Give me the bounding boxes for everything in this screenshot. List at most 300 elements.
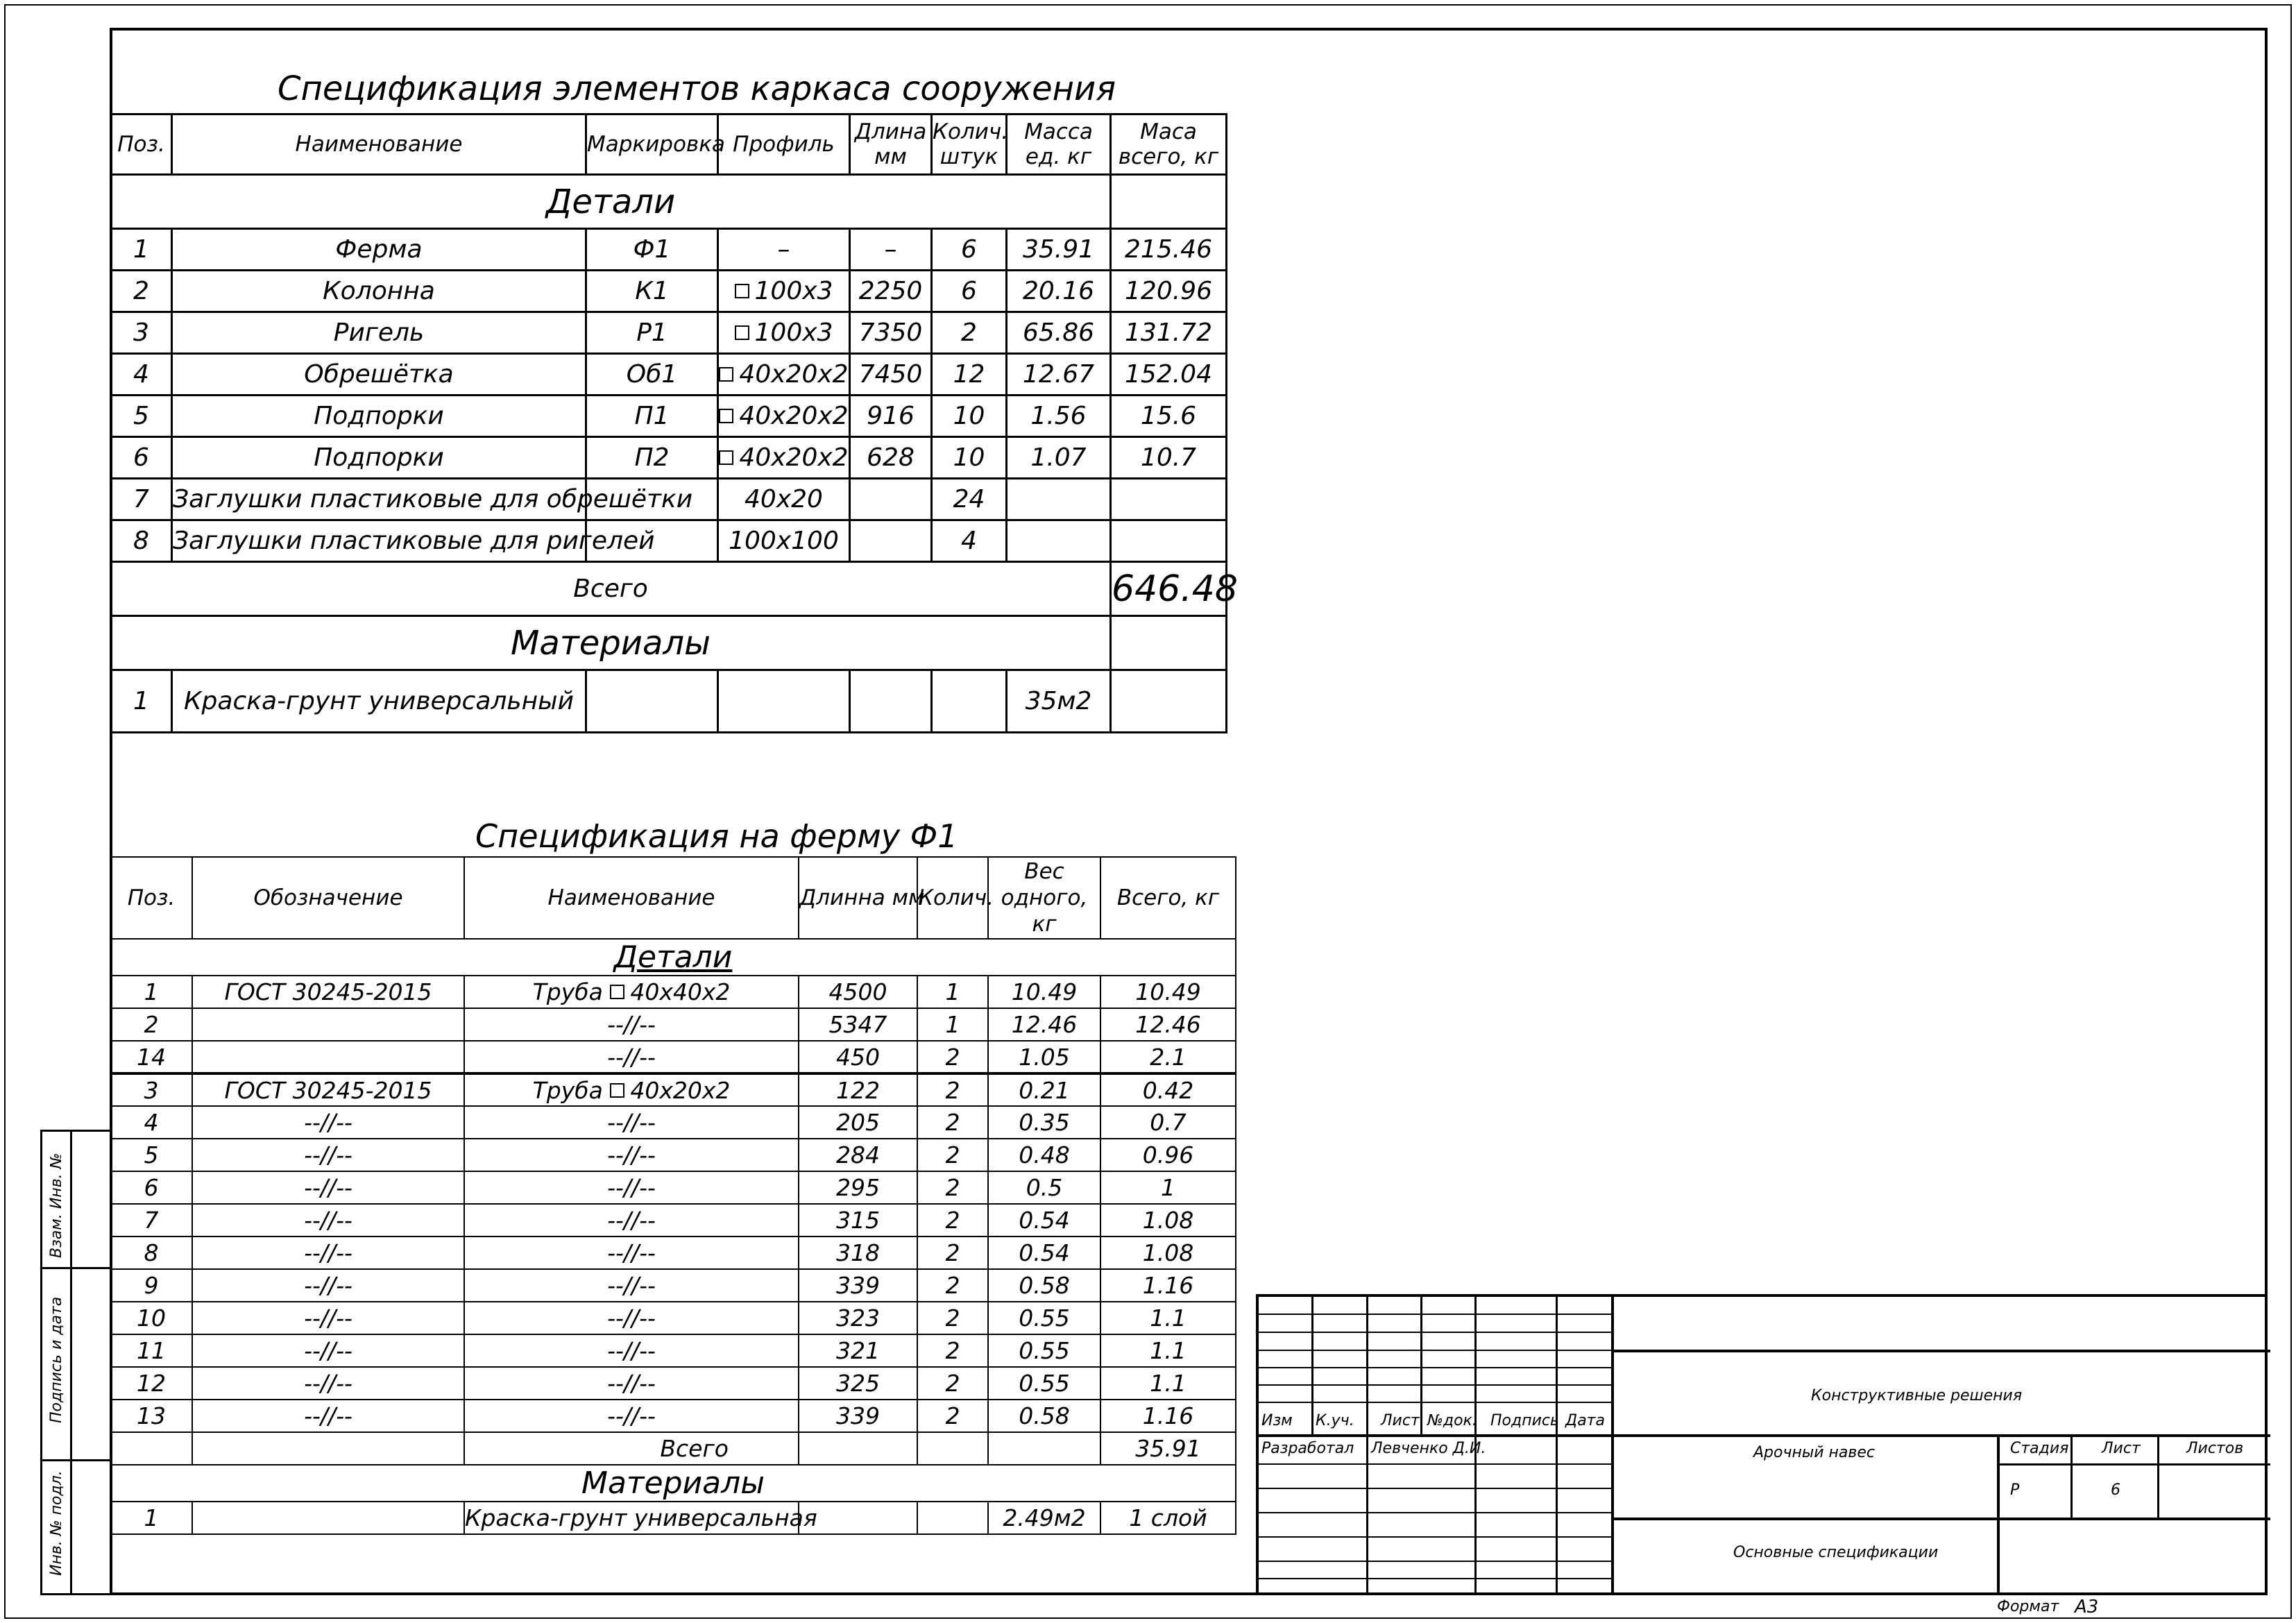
section-title: Материалы xyxy=(111,616,1111,670)
total-value: 35.91 xyxy=(1100,1432,1236,1465)
table-row xyxy=(110,1302,1236,1334)
table-cell: 1.56 xyxy=(1007,396,1111,437)
table-cell: 215.46 xyxy=(1111,229,1227,271)
table-cell: 122 xyxy=(799,1073,917,1106)
table-cell: 2 xyxy=(917,1204,988,1237)
header-cell: Колич. штук xyxy=(932,114,1007,175)
total-label: Всего xyxy=(111,562,1111,616)
table-cell: 3 xyxy=(111,312,172,354)
table-cell: 0.54 xyxy=(988,1204,1100,1237)
header-cell: Вес одного, кг xyxy=(988,857,1100,939)
table-cell: 152.04 xyxy=(1111,354,1227,396)
table-cell: Ригель xyxy=(172,312,586,354)
table-cell xyxy=(192,1041,464,1073)
table-cell: 0.58 xyxy=(988,1400,1100,1432)
table-row xyxy=(110,1073,1236,1106)
table-cell: 339 xyxy=(799,1400,917,1432)
table-cell: 2 xyxy=(917,1237,988,1269)
divider xyxy=(70,1132,72,1593)
table-cell xyxy=(1111,520,1227,562)
table-cell: 916 xyxy=(850,396,932,437)
table-cell: 8 xyxy=(110,1237,192,1269)
table-cell: 0.5 xyxy=(988,1171,1100,1204)
table-cell xyxy=(850,479,932,520)
table-cell: 1 xyxy=(111,670,172,733)
table-cell: 6 xyxy=(110,1171,192,1204)
tb-sheet-title: Основные спецификации xyxy=(1733,1544,1939,1561)
tb-col-data: Дата xyxy=(1565,1412,1605,1429)
table-cell: --//-- xyxy=(192,1237,464,1269)
table-cell xyxy=(464,1269,799,1302)
table-cell xyxy=(1007,520,1111,562)
table-cell: 20.16 xyxy=(1007,271,1111,312)
table-cell xyxy=(464,1367,799,1400)
side-label-inv-podl: Инв. № подл. xyxy=(48,1470,65,1576)
section-title: Детали xyxy=(111,175,1111,229)
spec2-header-row xyxy=(110,857,1236,939)
profile-text: – xyxy=(777,235,790,264)
table-cell: 4 xyxy=(932,520,1007,562)
table-cell: 1 xyxy=(110,1502,192,1534)
format-label: Формат xyxy=(1997,1598,2059,1615)
square-profile-icon xyxy=(610,985,624,999)
profile-text: 40х20х2 xyxy=(630,1076,731,1104)
table-cell xyxy=(1111,670,1227,733)
square-profile-icon xyxy=(735,284,749,298)
header-cell: Наименование xyxy=(464,857,799,939)
table-cell: 7 xyxy=(111,479,172,520)
table-cell: 2 xyxy=(917,1073,988,1106)
divider xyxy=(1259,1561,1611,1562)
table-cell: 0.58 xyxy=(988,1269,1100,1302)
table-cell: 1.1 xyxy=(1100,1334,1236,1367)
tb-sheet-label: Лист xyxy=(2102,1440,2141,1457)
table-cell: 321 xyxy=(799,1334,917,1367)
table-cell: ГОСТ 30245-2015 xyxy=(192,976,464,1008)
table-cell: 1.05 xyxy=(988,1041,1100,1073)
table-cell: 1.1 xyxy=(1100,1367,1236,1400)
table-cell: 2250 xyxy=(850,271,932,312)
tb-sheets-label: Листов xyxy=(2186,1440,2244,1457)
table-cell: 24 xyxy=(932,479,1007,520)
table-row xyxy=(111,670,1227,733)
table-cell: Краска-грунт универсальная xyxy=(464,1502,799,1534)
table-row xyxy=(111,437,1227,479)
table-cell xyxy=(464,1041,799,1073)
table-cell xyxy=(988,1432,1100,1465)
table-cell xyxy=(718,312,850,354)
table-cell xyxy=(799,1432,917,1465)
table-cell: 10 xyxy=(110,1302,192,1334)
table-cell: 1.16 xyxy=(1100,1269,1236,1302)
spec1-table xyxy=(110,113,1238,733)
section-row xyxy=(110,939,1236,976)
total-label: Всего xyxy=(464,1432,799,1465)
divider xyxy=(1259,1332,1611,1333)
table-cell xyxy=(718,354,850,396)
table-cell xyxy=(718,479,850,520)
divider xyxy=(1366,1297,1368,1595)
table-cell: 5 xyxy=(110,1139,192,1171)
tb-stage-label: Стадия xyxy=(2010,1440,2069,1457)
table-row xyxy=(110,1139,1236,1171)
table-cell: 4 xyxy=(110,1106,192,1139)
section-title: Детали xyxy=(110,939,1236,976)
table-cell xyxy=(464,1106,799,1139)
table-cell: Заглушки пластиковые для ригелей xyxy=(172,520,586,562)
table-cell xyxy=(192,1432,464,1465)
table-cell xyxy=(917,1432,988,1465)
table-cell: 10 xyxy=(932,396,1007,437)
divider xyxy=(42,1459,110,1461)
table-row xyxy=(111,520,1227,562)
table-cell: П1 xyxy=(586,396,718,437)
square-profile-icon xyxy=(610,1083,624,1098)
table-cell xyxy=(718,271,850,312)
section-title: Материалы xyxy=(110,1465,1236,1502)
tb-col-podpis: Подпись xyxy=(1490,1412,1559,1429)
table-row xyxy=(110,1041,1236,1073)
total-row xyxy=(110,1432,1236,1465)
table-cell: Подпорки xyxy=(172,396,586,437)
table-cell: Подпорки xyxy=(172,437,586,479)
table-cell: 0.55 xyxy=(988,1302,1100,1334)
section-row xyxy=(111,175,1227,229)
divider xyxy=(1259,1314,1611,1315)
table-cell: 205 xyxy=(799,1106,917,1139)
divider xyxy=(42,1267,110,1269)
table-cell: --//-- xyxy=(192,1204,464,1237)
table-cell: 315 xyxy=(799,1204,917,1237)
table-cell: Ф1 xyxy=(586,229,718,271)
tb-developed-label: Разработал xyxy=(1261,1440,1354,1457)
divider xyxy=(1259,1402,1611,1403)
name-text: --//-- xyxy=(607,1174,656,1201)
table-cell: – xyxy=(850,229,932,271)
table-cell xyxy=(586,670,718,733)
table-cell: 131.72 xyxy=(1111,312,1227,354)
table-row xyxy=(110,1367,1236,1400)
name-text: --//-- xyxy=(607,1272,656,1299)
table-cell: 1 xyxy=(111,229,172,271)
table-cell xyxy=(464,1008,799,1041)
table-cell: 2.1 xyxy=(1100,1041,1236,1073)
divider xyxy=(2070,1434,2073,1518)
table-cell xyxy=(932,670,1007,733)
name-text: --//-- xyxy=(607,1207,656,1234)
name-text: --//-- xyxy=(607,1239,656,1266)
table-cell: 2 xyxy=(917,1171,988,1204)
table-cell: 2 xyxy=(917,1400,988,1432)
table-cell: 0.35 xyxy=(988,1106,1100,1139)
tb-col-kuch: К.уч. xyxy=(1316,1412,1354,1429)
divider xyxy=(1259,1536,1611,1538)
table-cell: П2 xyxy=(586,437,718,479)
table-cell: --//-- xyxy=(192,1334,464,1367)
table-cell: 4 xyxy=(111,354,172,396)
header-cell: Длинна мм xyxy=(799,857,917,939)
table-cell: 1.16 xyxy=(1100,1400,1236,1432)
table-cell xyxy=(1111,479,1227,520)
divider xyxy=(1259,1384,1611,1386)
divider xyxy=(1556,1297,1558,1595)
divider xyxy=(1997,1434,2000,1595)
table-cell: 284 xyxy=(799,1139,917,1171)
total-value: 646.48 xyxy=(1111,562,1227,616)
table-cell: --//-- xyxy=(192,1106,464,1139)
table-cell: 0.54 xyxy=(988,1237,1100,1269)
table-cell: 12 xyxy=(932,354,1007,396)
header-cell: Обозначение xyxy=(192,857,464,939)
table-cell: 1 xyxy=(1100,1171,1236,1204)
table-row xyxy=(110,976,1236,1008)
divider xyxy=(1997,1463,2270,1465)
header-cell: Профиль xyxy=(718,114,850,175)
table-cell: 0.96 xyxy=(1100,1139,1236,1171)
square-profile-icon xyxy=(735,325,749,340)
table-cell: 7450 xyxy=(850,354,932,396)
divider xyxy=(1420,1297,1422,1436)
divider xyxy=(2157,1434,2159,1518)
spec1-title: Спецификация элементов каркаса сооружения xyxy=(278,69,1116,108)
table-cell: 0.21 xyxy=(988,1073,1100,1106)
header-cell: Длина мм xyxy=(850,114,932,175)
table-row xyxy=(110,1502,1236,1534)
table-row xyxy=(110,1269,1236,1302)
table-cell xyxy=(1111,616,1227,670)
table-cell: --//-- xyxy=(192,1269,464,1302)
table-cell: 2 xyxy=(917,1269,988,1302)
table-cell: 339 xyxy=(799,1269,917,1302)
table-cell: 7 xyxy=(110,1204,192,1237)
table-cell: Об1 xyxy=(586,354,718,396)
table-cell: 2 xyxy=(110,1008,192,1041)
table-cell: 1.08 xyxy=(1100,1237,1236,1269)
table-cell: 120.96 xyxy=(1111,271,1227,312)
tb-project: Конструктивные решения xyxy=(1811,1387,2023,1404)
divider xyxy=(1311,1297,1313,1436)
table-cell xyxy=(192,1502,464,1534)
table-cell: 295 xyxy=(799,1171,917,1204)
table-row xyxy=(110,1400,1236,1432)
divider xyxy=(1259,1350,1611,1351)
table-cell: 1 xyxy=(917,1008,988,1041)
table-cell xyxy=(464,976,799,1008)
spec2-title: Спецификация на ферму Ф1 xyxy=(475,817,958,855)
divider xyxy=(1259,1367,1611,1368)
table-cell xyxy=(464,1237,799,1269)
total-row xyxy=(111,562,1227,616)
table-cell xyxy=(192,1008,464,1041)
table-cell: --//-- xyxy=(192,1302,464,1334)
name-text: --//-- xyxy=(607,1141,656,1169)
table-row xyxy=(111,312,1227,354)
tb-object: Арочный навес xyxy=(1753,1444,1875,1461)
table-cell xyxy=(464,1334,799,1367)
table-cell: --//-- xyxy=(192,1139,464,1171)
table-cell: 65.86 xyxy=(1007,312,1111,354)
profile-text: 40х20х2 xyxy=(739,360,849,389)
table-cell xyxy=(718,396,850,437)
table-row xyxy=(110,1204,1236,1237)
name-text: --//-- xyxy=(607,1109,656,1136)
table-cell xyxy=(850,520,932,562)
table-cell: 5 xyxy=(111,396,172,437)
table-cell: 15.6 xyxy=(1111,396,1227,437)
table-cell xyxy=(718,229,850,271)
table-row xyxy=(110,1106,1236,1139)
table-cell: 12.46 xyxy=(988,1008,1100,1041)
title-block xyxy=(1256,1294,2268,1595)
table-cell: Ферма xyxy=(172,229,586,271)
table-cell xyxy=(1007,479,1111,520)
table-cell: Колонна xyxy=(172,271,586,312)
table-cell xyxy=(464,1302,799,1334)
table-cell: 3 xyxy=(110,1073,192,1106)
profile-text: 40х20 xyxy=(745,485,823,513)
name-text: Труба xyxy=(532,978,603,1005)
table-cell: 8 xyxy=(111,520,172,562)
table-cell xyxy=(464,1073,799,1106)
table-cell xyxy=(718,437,850,479)
table-cell xyxy=(718,520,850,562)
table-cell: 325 xyxy=(799,1367,917,1400)
table-cell: 1 xyxy=(917,976,988,1008)
table-cell: 2 xyxy=(917,1106,988,1139)
square-profile-icon xyxy=(719,409,733,423)
tb-col-ndok: №док. xyxy=(1427,1412,1477,1429)
table-cell: 6 xyxy=(111,437,172,479)
table-cell xyxy=(1111,175,1227,229)
square-profile-icon xyxy=(719,450,733,465)
table-row xyxy=(110,1171,1236,1204)
table-cell: 6 xyxy=(932,271,1007,312)
table-cell: 35.91 xyxy=(1007,229,1111,271)
name-text: Труба xyxy=(532,1076,603,1104)
tb-col-izm: Изм xyxy=(1261,1412,1293,1429)
name-text: --//-- xyxy=(607,1043,656,1071)
table-cell: 0.55 xyxy=(988,1334,1100,1367)
header-cell: Масса ед. кг xyxy=(1007,114,1111,175)
table-cell: 5347 xyxy=(799,1008,917,1041)
tb-developer: Левченко Д.И. xyxy=(1371,1440,1486,1457)
table-cell: 323 xyxy=(799,1302,917,1334)
table-cell: 318 xyxy=(799,1237,917,1269)
table-cell: 2 xyxy=(111,271,172,312)
profile-text: 100х3 xyxy=(754,318,833,347)
tb-sheet: 6 xyxy=(2111,1481,2120,1499)
table-cell: 7350 xyxy=(850,312,932,354)
table-cell: К1 xyxy=(586,271,718,312)
header-cell: Наименование xyxy=(172,114,586,175)
table-cell: 12.46 xyxy=(1100,1008,1236,1041)
table-cell xyxy=(464,1171,799,1204)
table-cell: 628 xyxy=(850,437,932,479)
profile-text: 40х20х2 xyxy=(739,443,849,472)
table-cell: 450 xyxy=(799,1041,917,1073)
divider xyxy=(1611,1350,2270,1352)
table-row xyxy=(111,229,1227,271)
table-cell: 35м2 xyxy=(1007,670,1111,733)
table-cell: Обрешётка xyxy=(172,354,586,396)
table-cell: 4500 xyxy=(799,976,917,1008)
profile-text: 40х40х2 xyxy=(630,978,731,1005)
divider xyxy=(1259,1578,1611,1579)
divider xyxy=(1259,1512,1611,1513)
table-cell: --//-- xyxy=(192,1171,464,1204)
tb-stage: Р xyxy=(2010,1481,2020,1499)
table-cell: 10 xyxy=(932,437,1007,479)
format-value: А3 xyxy=(2075,1597,2099,1617)
table-row xyxy=(110,1237,1236,1269)
table-cell: 2 xyxy=(917,1041,988,1073)
table-cell xyxy=(110,1432,192,1465)
name-text: --//-- xyxy=(607,1305,656,1332)
table-cell: 2 xyxy=(917,1139,988,1171)
table-cell: 1 слой xyxy=(1100,1502,1236,1534)
table-cell: Краска-грунт универсальный xyxy=(172,670,586,733)
table-cell: 0.55 xyxy=(988,1367,1100,1400)
tb-col-list: Лист xyxy=(1381,1412,1420,1429)
side-label-sign-date: Подпись и дата xyxy=(48,1296,65,1423)
table-row xyxy=(111,271,1227,312)
name-text: --//-- xyxy=(607,1402,656,1429)
table-cell: 1 xyxy=(110,976,192,1008)
header-cell: Поз. xyxy=(110,857,192,939)
table-cell: 14 xyxy=(110,1041,192,1073)
table-cell: 2 xyxy=(917,1302,988,1334)
name-text: --//-- xyxy=(607,1370,656,1397)
table-cell: 12.67 xyxy=(1007,354,1111,396)
table-cell: 11 xyxy=(110,1334,192,1367)
profile-text: 40х20х2 xyxy=(739,402,849,430)
table-cell: 2.49м2 xyxy=(988,1502,1100,1534)
table-cell: 1.07 xyxy=(1007,437,1111,479)
table-cell: 2 xyxy=(917,1334,988,1367)
header-cell: Колич. xyxy=(917,857,988,939)
header-cell: Всего, кг xyxy=(1100,857,1236,939)
table-cell: 12 xyxy=(110,1367,192,1400)
profile-text: 100х100 xyxy=(729,527,839,555)
table-row xyxy=(111,479,1227,520)
table-cell: --//-- xyxy=(192,1367,464,1400)
table-cell: 2 xyxy=(917,1367,988,1400)
table-cell: 10.49 xyxy=(1100,976,1236,1008)
spec2-table xyxy=(110,856,1236,1535)
table-cell: --//-- xyxy=(192,1400,464,1432)
divider xyxy=(1997,1518,2270,1520)
table-cell: 10.7 xyxy=(1111,437,1227,479)
table-row xyxy=(111,396,1227,437)
divider xyxy=(1259,1463,1611,1465)
header-cell: Поз. xyxy=(111,114,172,175)
side-stamp xyxy=(40,1130,110,1595)
divider xyxy=(1259,1434,2270,1437)
table-cell: 2 xyxy=(932,312,1007,354)
table-cell: 0.42 xyxy=(1100,1073,1236,1106)
divider xyxy=(1259,1488,1611,1489)
table-cell xyxy=(718,670,850,733)
table-cell xyxy=(917,1502,988,1534)
header-cell: Маса всего, кг xyxy=(1111,114,1227,175)
section-row xyxy=(111,616,1227,670)
table-cell xyxy=(464,1400,799,1432)
table-cell: ГОСТ 30245-2015 xyxy=(192,1073,464,1106)
profile-text: 100х3 xyxy=(754,277,833,305)
header-cell: Маркировка xyxy=(586,114,718,175)
table-cell: 1.1 xyxy=(1100,1302,1236,1334)
table-cell: Заглушки пластиковые для обрешётки xyxy=(172,479,586,520)
